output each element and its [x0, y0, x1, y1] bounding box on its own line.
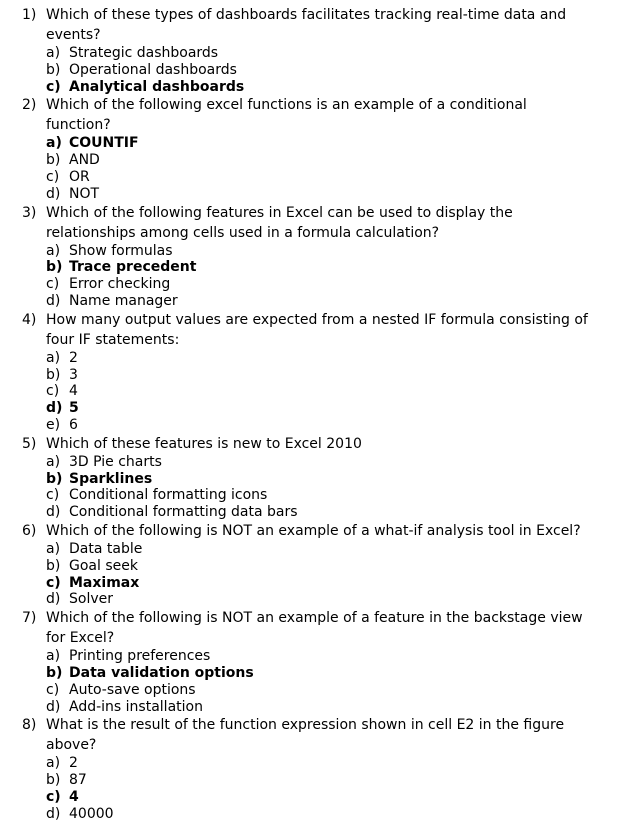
question-5 — [0, 434, 644, 521]
question-text-line — [0, 330, 644, 350]
option-text: 2 — [69, 349, 78, 366]
option-text: 2 — [69, 755, 78, 772]
question-6 — [0, 521, 644, 608]
option-letter: d) — [46, 400, 63, 417]
question-number: 8) — [22, 717, 37, 734]
question-text-line — [0, 310, 644, 330]
answer-option — [0, 383, 644, 400]
answer-option — [0, 806, 644, 823]
question-text: events? — [46, 27, 101, 43]
option-text: OR — [69, 168, 90, 185]
option-letter: d) — [46, 292, 61, 309]
option-text: 3D Pie charts — [69, 453, 162, 470]
answer-option — [0, 682, 644, 699]
answer-option — [0, 541, 644, 558]
question-text: How many output values are expected from a nested IF formula consisting of — [46, 311, 588, 328]
option-text: 4 — [69, 383, 78, 400]
question-2 — [0, 95, 644, 202]
question-number: 7) — [22, 610, 37, 627]
option-letter: c) — [46, 574, 61, 591]
answer-option — [0, 243, 644, 260]
question-text-line — [0, 25, 644, 45]
option-letter: c) — [46, 168, 60, 185]
option-text: COUNTIF — [69, 135, 139, 152]
option-letter: b) — [46, 61, 61, 78]
answer-option — [0, 454, 644, 471]
option-text: Show formulas — [69, 242, 173, 259]
option-letter: e) — [46, 416, 61, 433]
answer-option — [0, 45, 644, 62]
answer-option — [0, 152, 644, 169]
option-text: Printing preferences — [69, 648, 211, 665]
option-text: 4 — [69, 788, 79, 805]
option-letter: b) — [46, 259, 63, 276]
option-text: 87 — [69, 772, 87, 789]
answer-option-correct — [0, 575, 644, 592]
answer-option — [0, 62, 644, 79]
question-text-line — [0, 715, 644, 735]
question-4 — [0, 310, 644, 434]
question-number: 3) — [22, 204, 37, 221]
question-number: 6) — [22, 522, 37, 539]
option-letter: b) — [46, 366, 61, 383]
option-text: Auto-save options — [69, 681, 196, 698]
option-text: AND — [69, 152, 100, 169]
question-number: 2) — [22, 97, 37, 114]
answer-option — [0, 648, 644, 665]
question-text-line — [0, 223, 644, 243]
option-text: Data table — [69, 540, 143, 557]
question-text: Which of the following is NOT an example of a feature in the backstage view — [46, 610, 583, 627]
option-letter: d) — [46, 805, 61, 822]
option-text: Data validation options — [69, 664, 254, 681]
option-letter: b) — [46, 664, 63, 681]
question-text: Which of the following excel functions is an example of a conditional — [46, 97, 527, 114]
question-text: Which of the following features in Excel can be used to display the — [46, 204, 513, 221]
option-text: Conditional formatting icons — [69, 487, 268, 504]
option-letter: a) — [46, 755, 61, 772]
option-letter: b) — [46, 557, 61, 574]
question-text-line — [0, 203, 644, 223]
question-number: 4) — [22, 311, 37, 328]
option-letter: c) — [46, 487, 60, 504]
option-letter: c) — [46, 383, 60, 400]
option-text: Goal seek — [69, 557, 138, 574]
question-text-line — [0, 434, 644, 454]
answer-option-correct — [0, 79, 644, 96]
option-letter: c) — [46, 788, 61, 805]
option-text: 40000 — [69, 805, 114, 822]
question-3 — [0, 203, 644, 310]
option-text: Sparklines — [69, 470, 153, 487]
option-text: Maximax — [69, 574, 140, 591]
option-text: Add-ins installation — [69, 698, 203, 715]
question-text-line — [0, 608, 644, 628]
option-letter: d) — [46, 698, 61, 715]
option-letter: d) — [46, 591, 61, 608]
answer-option — [0, 558, 644, 575]
option-text: Name manager — [69, 292, 178, 309]
option-letter: c) — [46, 78, 61, 95]
answer-option — [0, 591, 644, 608]
question-number: 5) — [22, 435, 37, 452]
option-letter: a) — [46, 135, 62, 152]
question-text-line — [0, 521, 644, 541]
question-1 — [0, 5, 644, 95]
answer-option — [0, 504, 644, 521]
answer-option-correct — [0, 259, 644, 276]
question-text: function? — [46, 117, 111, 134]
option-letter: d) — [46, 504, 61, 521]
option-letter: a) — [46, 540, 61, 557]
question-text: above? — [46, 737, 97, 754]
option-text: 5 — [69, 400, 79, 417]
answer-option — [0, 367, 644, 384]
answer-option — [0, 772, 644, 789]
option-text: Strategic dashboards — [69, 45, 219, 61]
question-text-line — [0, 115, 644, 135]
option-text: Trace precedent — [69, 259, 197, 276]
question-text: Which of the following is NOT an example of a what-if analysis tool in Excel? — [46, 522, 581, 539]
question-text: What is the result of the function expression shown in cell E2 in the figure — [46, 717, 565, 734]
option-letter: a) — [46, 453, 61, 470]
option-letter: a) — [46, 45, 61, 61]
question-text: relationships among cells used in a formula calculation? — [46, 224, 440, 241]
option-letter: c) — [46, 276, 60, 293]
option-letter: d) — [46, 185, 61, 202]
option-text: Conditional formatting data bars — [69, 504, 298, 521]
option-text: Analytical dashboards — [69, 78, 245, 95]
question-text-line — [0, 628, 644, 648]
option-letter: c) — [46, 681, 60, 698]
option-letter: a) — [46, 648, 61, 665]
option-letter: a) — [46, 349, 61, 366]
answer-option — [0, 699, 644, 716]
answer-option-correct — [0, 135, 644, 152]
option-letter: b) — [46, 152, 61, 169]
option-text: Operational dashboards — [69, 61, 237, 78]
question-8 — [0, 715, 644, 822]
answer-option-correct — [0, 665, 644, 682]
answer-option — [0, 276, 644, 293]
question-text: Which of these features is new to Excel 2010 — [46, 435, 362, 452]
question-text: for Excel? — [46, 630, 115, 647]
option-letter: a) — [46, 242, 61, 259]
option-text: Solver — [69, 591, 113, 608]
answer-option-correct — [0, 789, 644, 806]
question-number: 1) — [22, 7, 37, 23]
question-text: Which of these types of dashboards facilitates tracking real-time data and — [46, 7, 567, 23]
answer-option — [0, 169, 644, 186]
answer-option — [0, 417, 644, 434]
question-text-line — [0, 5, 644, 25]
answer-option — [0, 293, 644, 310]
option-text: Error checking — [69, 276, 171, 293]
question-text-line — [0, 735, 644, 755]
question-text-line — [0, 95, 644, 115]
answer-option — [0, 487, 644, 504]
answer-option-correct — [0, 471, 644, 488]
option-text: 3 — [69, 366, 78, 383]
answer-option — [0, 755, 644, 772]
question-7 — [0, 608, 644, 715]
question-text: four IF statements: — [46, 331, 180, 348]
option-letter: b) — [46, 470, 63, 487]
answer-option — [0, 350, 644, 367]
answer-option — [0, 186, 644, 203]
option-text: NOT — [69, 185, 100, 202]
option-text: 6 — [69, 416, 78, 433]
answer-option-correct — [0, 400, 644, 417]
option-letter: b) — [46, 772, 61, 789]
